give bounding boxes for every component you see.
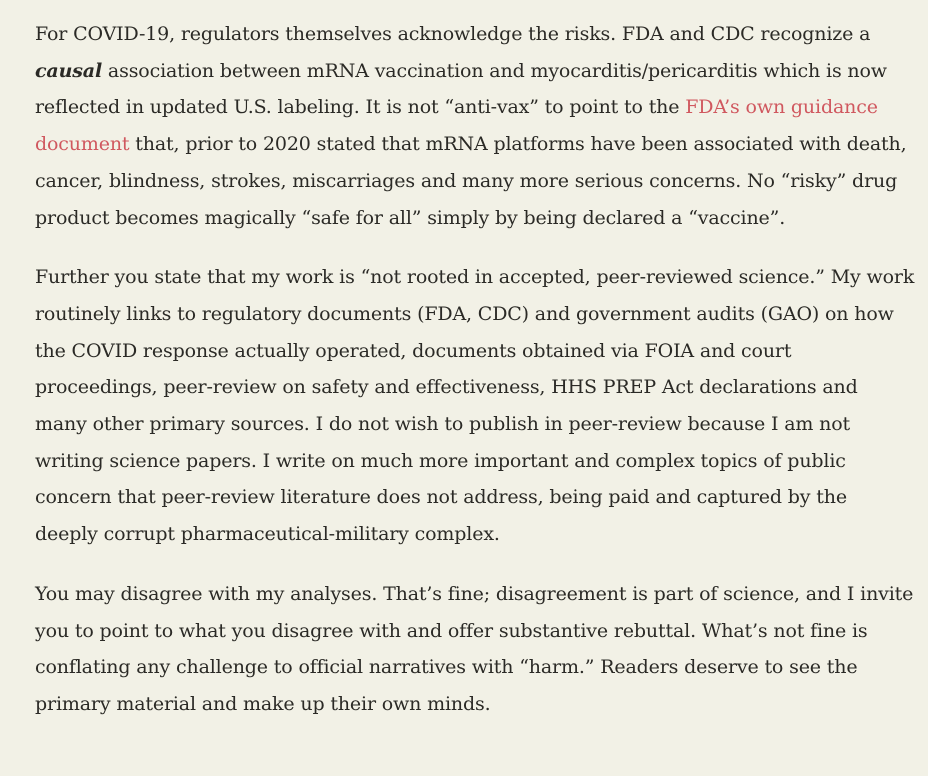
- paragraph-text-middle: association between mRNA vaccination and myocarditis/pericarditis which is now reflected in updated U.S. labeling. It is not “anti-vax” to point to the: [35, 59, 887, 119]
- paragraph-text-intro: For COVID-19, regulators themselves acknowledge the risks. FDA and CDC recognize a: [35, 23, 871, 45]
- paragraph-covid-risks: [35, 16, 915, 236]
- paragraph-peer-review: Further you state that my work is “not rooted in accepted, peer-reviewed science.” My work routinely links to regulatory documents (FDA, CDC) and government audits (GAO) on how the COVID response actually operated, documents obtained via FOIA and court proceedings, peer-review on safety and effectiveness, HHS PREP Act declarations and many other primary sources. I do not wish to publish in peer-review because I am not writing science papers. I write on much more important and complex topics of public concern that peer-review literature does not address, being paid and captured by the deeply corrupt pharmaceutical-military complex.: [35, 266, 915, 546]
- emphasis-causal: causal: [35, 59, 103, 82]
- fda-guidance-link[interactable]: FDA’s own guidance document: [35, 96, 878, 156]
- paragraph-text-end: that, prior to 2020 stated that mRNA platforms have been associated with death, cancer, blindness, strokes, miscarriages and many more serious concerns. No “risky” drug product becomes magically “safe for all” simply by being declared a “vaccine”.: [35, 133, 907, 229]
- article-body: [35, 16, 915, 746]
- paragraph-disagreement: You may disagree with my analyses. That’s fine; disagreement is part of science, and I invite you to point to what you disagree with and offer substantive rebuttal. What’s not fine is conflating any challenge to official narratives with “harm.” Readers deserve to see the primary material and make up their own minds.: [35, 582, 914, 715]
